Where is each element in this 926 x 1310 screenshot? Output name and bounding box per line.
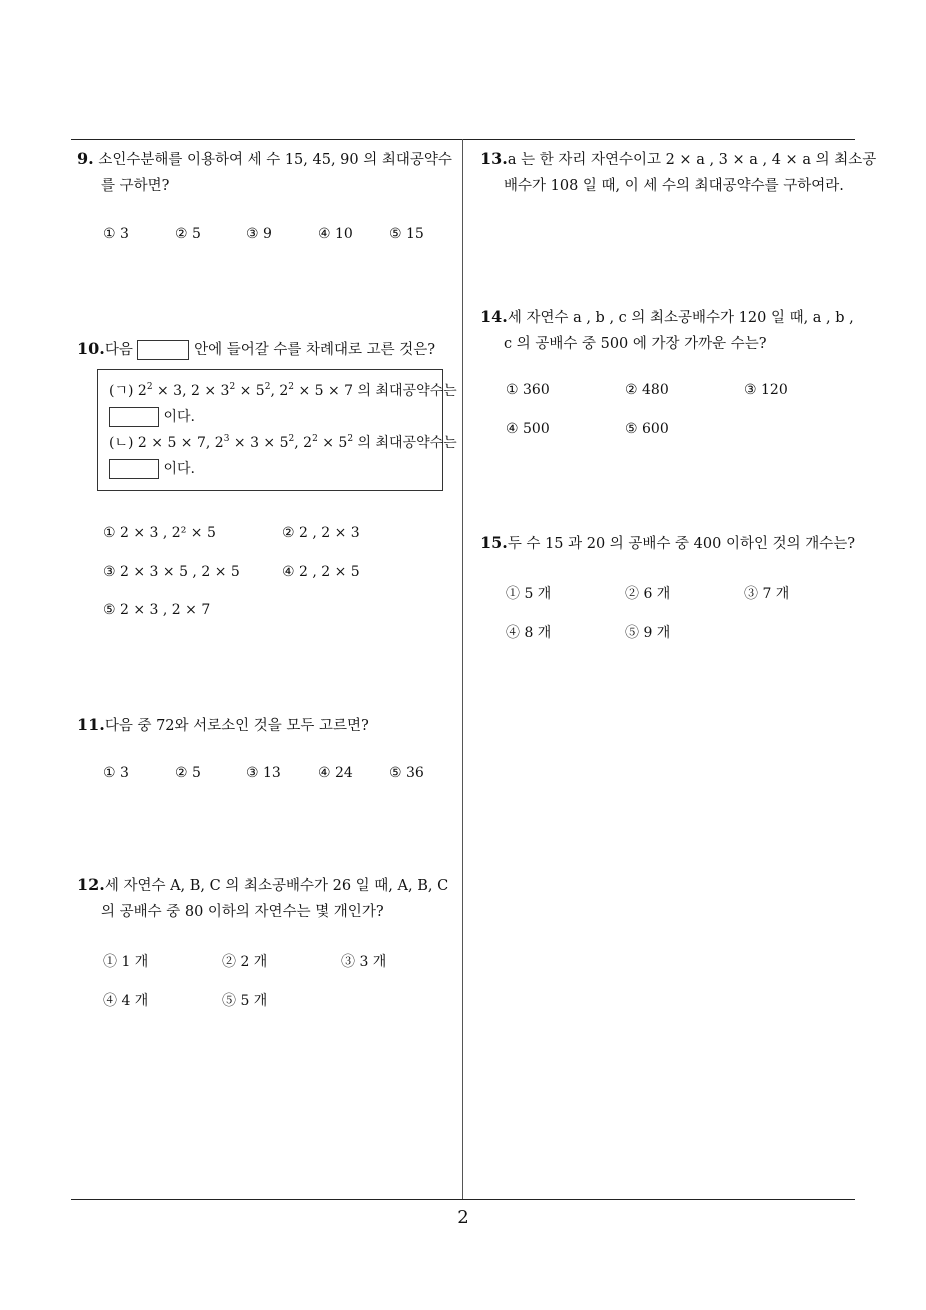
question-text: c 의 공배수 중 500 에 가장 가까운 수는? xyxy=(504,336,767,352)
page-number: 2 xyxy=(457,1207,469,1228)
answer-option[interactable]: ③ 13 xyxy=(246,765,281,781)
answer-option[interactable]: ⑤ 5 개 xyxy=(222,993,268,1009)
answer-option[interactable]: ② 2 , 2 × 3 xyxy=(282,525,360,541)
answer-option[interactable]: ① 3 xyxy=(103,226,129,242)
condition-a-tail xyxy=(109,406,195,427)
question-13 xyxy=(480,146,876,199)
question-text: 를 구하면? xyxy=(101,178,170,194)
question-text: 두 수 15 과 20 의 공배수 중 400 이하인 것의 개수는? xyxy=(507,536,856,552)
answer-option[interactable]: ① 5 개 xyxy=(506,586,552,602)
question-text: 다음 중 72와 서로소인 것을 모두 고르면? xyxy=(104,718,369,734)
condition-a: (ㄱ) $2^2 \times 3$, $2 \times 3^2 \times 5^2$, $2^2 \times 5 \times 7$ 의 최대공약수는 xyxy=(109,382,457,399)
question-text: 안에 들어갈 수를 차례대로 고른 것은? xyxy=(194,342,436,358)
condition-text: 의 최대공약수는 xyxy=(357,383,457,399)
question-text: 의 공배수 중 80 이하의 자연수는 몇 개인가? xyxy=(101,904,384,920)
answer-option[interactable]: ① 2 × 3 , 2² × 5 xyxy=(103,525,216,541)
answer-option[interactable]: ③ 120 xyxy=(744,382,788,398)
question-number: 14. xyxy=(480,307,508,326)
answer-option[interactable]: ② 2 개 xyxy=(222,954,268,970)
answer-blank xyxy=(109,459,159,479)
answer-option[interactable]: ① 3 xyxy=(103,765,129,781)
question-number: 11. xyxy=(77,715,105,734)
question-11 xyxy=(77,712,369,739)
answer-option[interactable]: ② 6 개 xyxy=(625,586,671,602)
question-text: 다음 xyxy=(104,342,133,358)
question-number: 9. xyxy=(77,149,94,168)
question-text: 세 자연수 A, B, C 의 최소공배수가 26 일 때, A, B, C xyxy=(104,878,449,894)
answer-option[interactable]: ② 5 xyxy=(175,765,201,781)
condition-text: 의 최대공약수는 xyxy=(357,435,457,451)
answer-blank xyxy=(109,407,159,427)
answer-option[interactable]: ⑤ 2 × 3 , 2 × 7 xyxy=(103,602,211,618)
answer-option[interactable]: ④ 8 개 xyxy=(506,625,552,641)
answer-option[interactable]: ③ 3 개 xyxy=(341,954,387,970)
question-10 xyxy=(77,336,435,363)
question-number: 12. xyxy=(77,875,105,894)
question-number: 13. xyxy=(480,149,508,168)
column-divider xyxy=(462,139,463,1200)
answer-option[interactable]: ④ 2 , 2 × 5 xyxy=(282,564,360,580)
top-rule xyxy=(71,139,855,140)
answer-option[interactable]: ③ 2 × 3 × 5 , 2 × 5 xyxy=(103,564,240,580)
answer-option[interactable]: ③ 7 개 xyxy=(744,586,790,602)
answer-option[interactable]: ⑤ 600 xyxy=(625,421,669,437)
answer-blank xyxy=(137,340,189,360)
condition-b-tail xyxy=(109,458,195,479)
answer-option[interactable]: ① 1 개 xyxy=(103,954,149,970)
answer-option[interactable]: ④ 24 xyxy=(318,765,353,781)
question-number: 15. xyxy=(480,533,508,552)
answer-option[interactable]: ① 360 xyxy=(506,382,550,398)
question-text: a 는 한 자리 자연수이고 2 × a , 3 × a , 4 × a 의 최소공 xyxy=(507,152,877,168)
question-text: 배수가 108 일 때, 이 세 수의 최대공약수를 구하여라. xyxy=(504,178,844,194)
condition-label: (ㄱ) xyxy=(109,383,134,399)
answer-option[interactable]: ④ 500 xyxy=(506,421,550,437)
question-14 xyxy=(480,304,854,357)
question-text: 소인수분해를 이용하여 세 수 15, 45, 90 의 최대공약수 xyxy=(98,152,452,168)
condition-label: (ㄴ) xyxy=(109,435,134,451)
answer-option[interactable]: ③ 9 xyxy=(246,226,272,242)
bottom-rule xyxy=(71,1199,855,1200)
question-number: 10. xyxy=(77,339,105,358)
question-12 xyxy=(77,872,448,925)
answer-option[interactable]: ② 480 xyxy=(625,382,669,398)
condition-text: 이다. xyxy=(163,461,195,477)
answer-option[interactable]: ④ 4 개 xyxy=(103,993,149,1009)
answer-option[interactable]: ④ 10 xyxy=(318,226,353,242)
question-text: 세 자연수 a , b , c 의 최소공배수가 120 일 때, a , b , xyxy=(507,310,854,326)
question-9 xyxy=(77,146,452,199)
answer-option[interactable]: ② 5 xyxy=(175,226,201,242)
answer-option[interactable]: ⑤ 9 개 xyxy=(625,625,671,641)
condition-b: (ㄴ) 2 × 5 × 7, $2^3 \times 3 \times 5^2$, $2^2 \times 5^2$ 의 최대공약수는 xyxy=(109,434,457,451)
condition-text: 이다. xyxy=(163,409,195,425)
answer-option[interactable]: ⑤ 15 xyxy=(389,226,424,242)
answer-option[interactable]: ⑤ 36 xyxy=(389,765,424,781)
question-15 xyxy=(480,530,855,557)
